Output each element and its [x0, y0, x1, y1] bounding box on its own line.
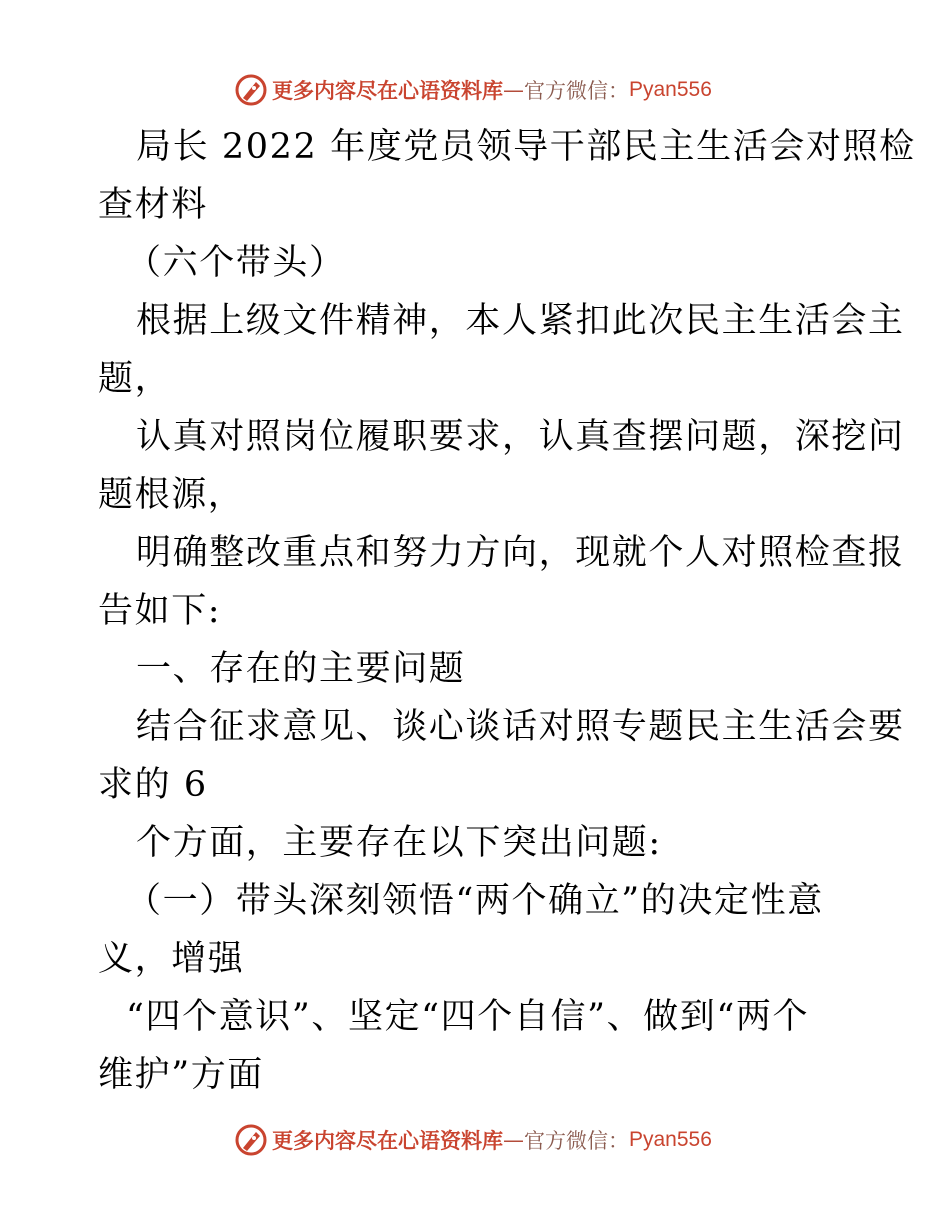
- watermark-site-text: 更多内容尽在心语资料库: [272, 1129, 503, 1153]
- document-body: [98, 118, 916, 1104]
- paragraph-line: 根据上级文件精神，本人紧扣此次民主生活会主: [136, 301, 905, 341]
- document-title-line-1: 局长 2022 年度党员领导干部民主生活会对照检: [136, 127, 916, 167]
- paragraph-line: 认真对照岗位履职要求，认真查摆问题，深挖问: [136, 417, 905, 457]
- paragraph-line: 题，: [98, 359, 172, 399]
- pen-nib-logo-icon: [234, 1123, 268, 1157]
- section-heading: 一、存在的主要问题: [136, 649, 466, 689]
- paragraph-line: 求的 6: [98, 765, 208, 805]
- document-subtitle: （六个带头）: [126, 243, 346, 283]
- paragraph-line: “四个意识”、坚定“四个自信”、做到“两个: [126, 997, 810, 1037]
- watermark-separator: —: [503, 1128, 524, 1152]
- watermark-wechat-id: Pyan556: [629, 1128, 712, 1151]
- header-watermark: [234, 72, 754, 108]
- paragraph-line: 明确整改重点和努力方向，现就个人对照检查报: [136, 533, 905, 573]
- paragraph-line: 题根源，: [98, 475, 245, 515]
- watermark-wechat-id: Pyan556: [629, 78, 712, 101]
- watermark-wechat-label: 官方微信：: [524, 79, 629, 103]
- paragraph-line: 维护”方面: [98, 1055, 264, 1095]
- paragraph-line: 告如下:: [98, 591, 222, 631]
- paragraph-line: 个方面，主要存在以下突出问题:: [136, 823, 662, 863]
- watermark-site-text: 更多内容尽在心语资料库: [272, 79, 503, 103]
- pen-nib-logo-icon: [234, 73, 268, 107]
- paragraph-line: 结合征求意见、谈心谈话对照专题民主生活会要: [136, 707, 905, 747]
- footer-watermark: [234, 1122, 754, 1158]
- document-title-line-2: 查材料: [98, 185, 208, 225]
- paragraph-line: 义，增强: [98, 939, 245, 979]
- subsection-heading: （一）带头深刻领悟“两个确立”的决定性意: [126, 881, 824, 921]
- watermark-separator: —: [503, 78, 524, 102]
- watermark-wechat-label: 官方微信：: [524, 1129, 629, 1153]
